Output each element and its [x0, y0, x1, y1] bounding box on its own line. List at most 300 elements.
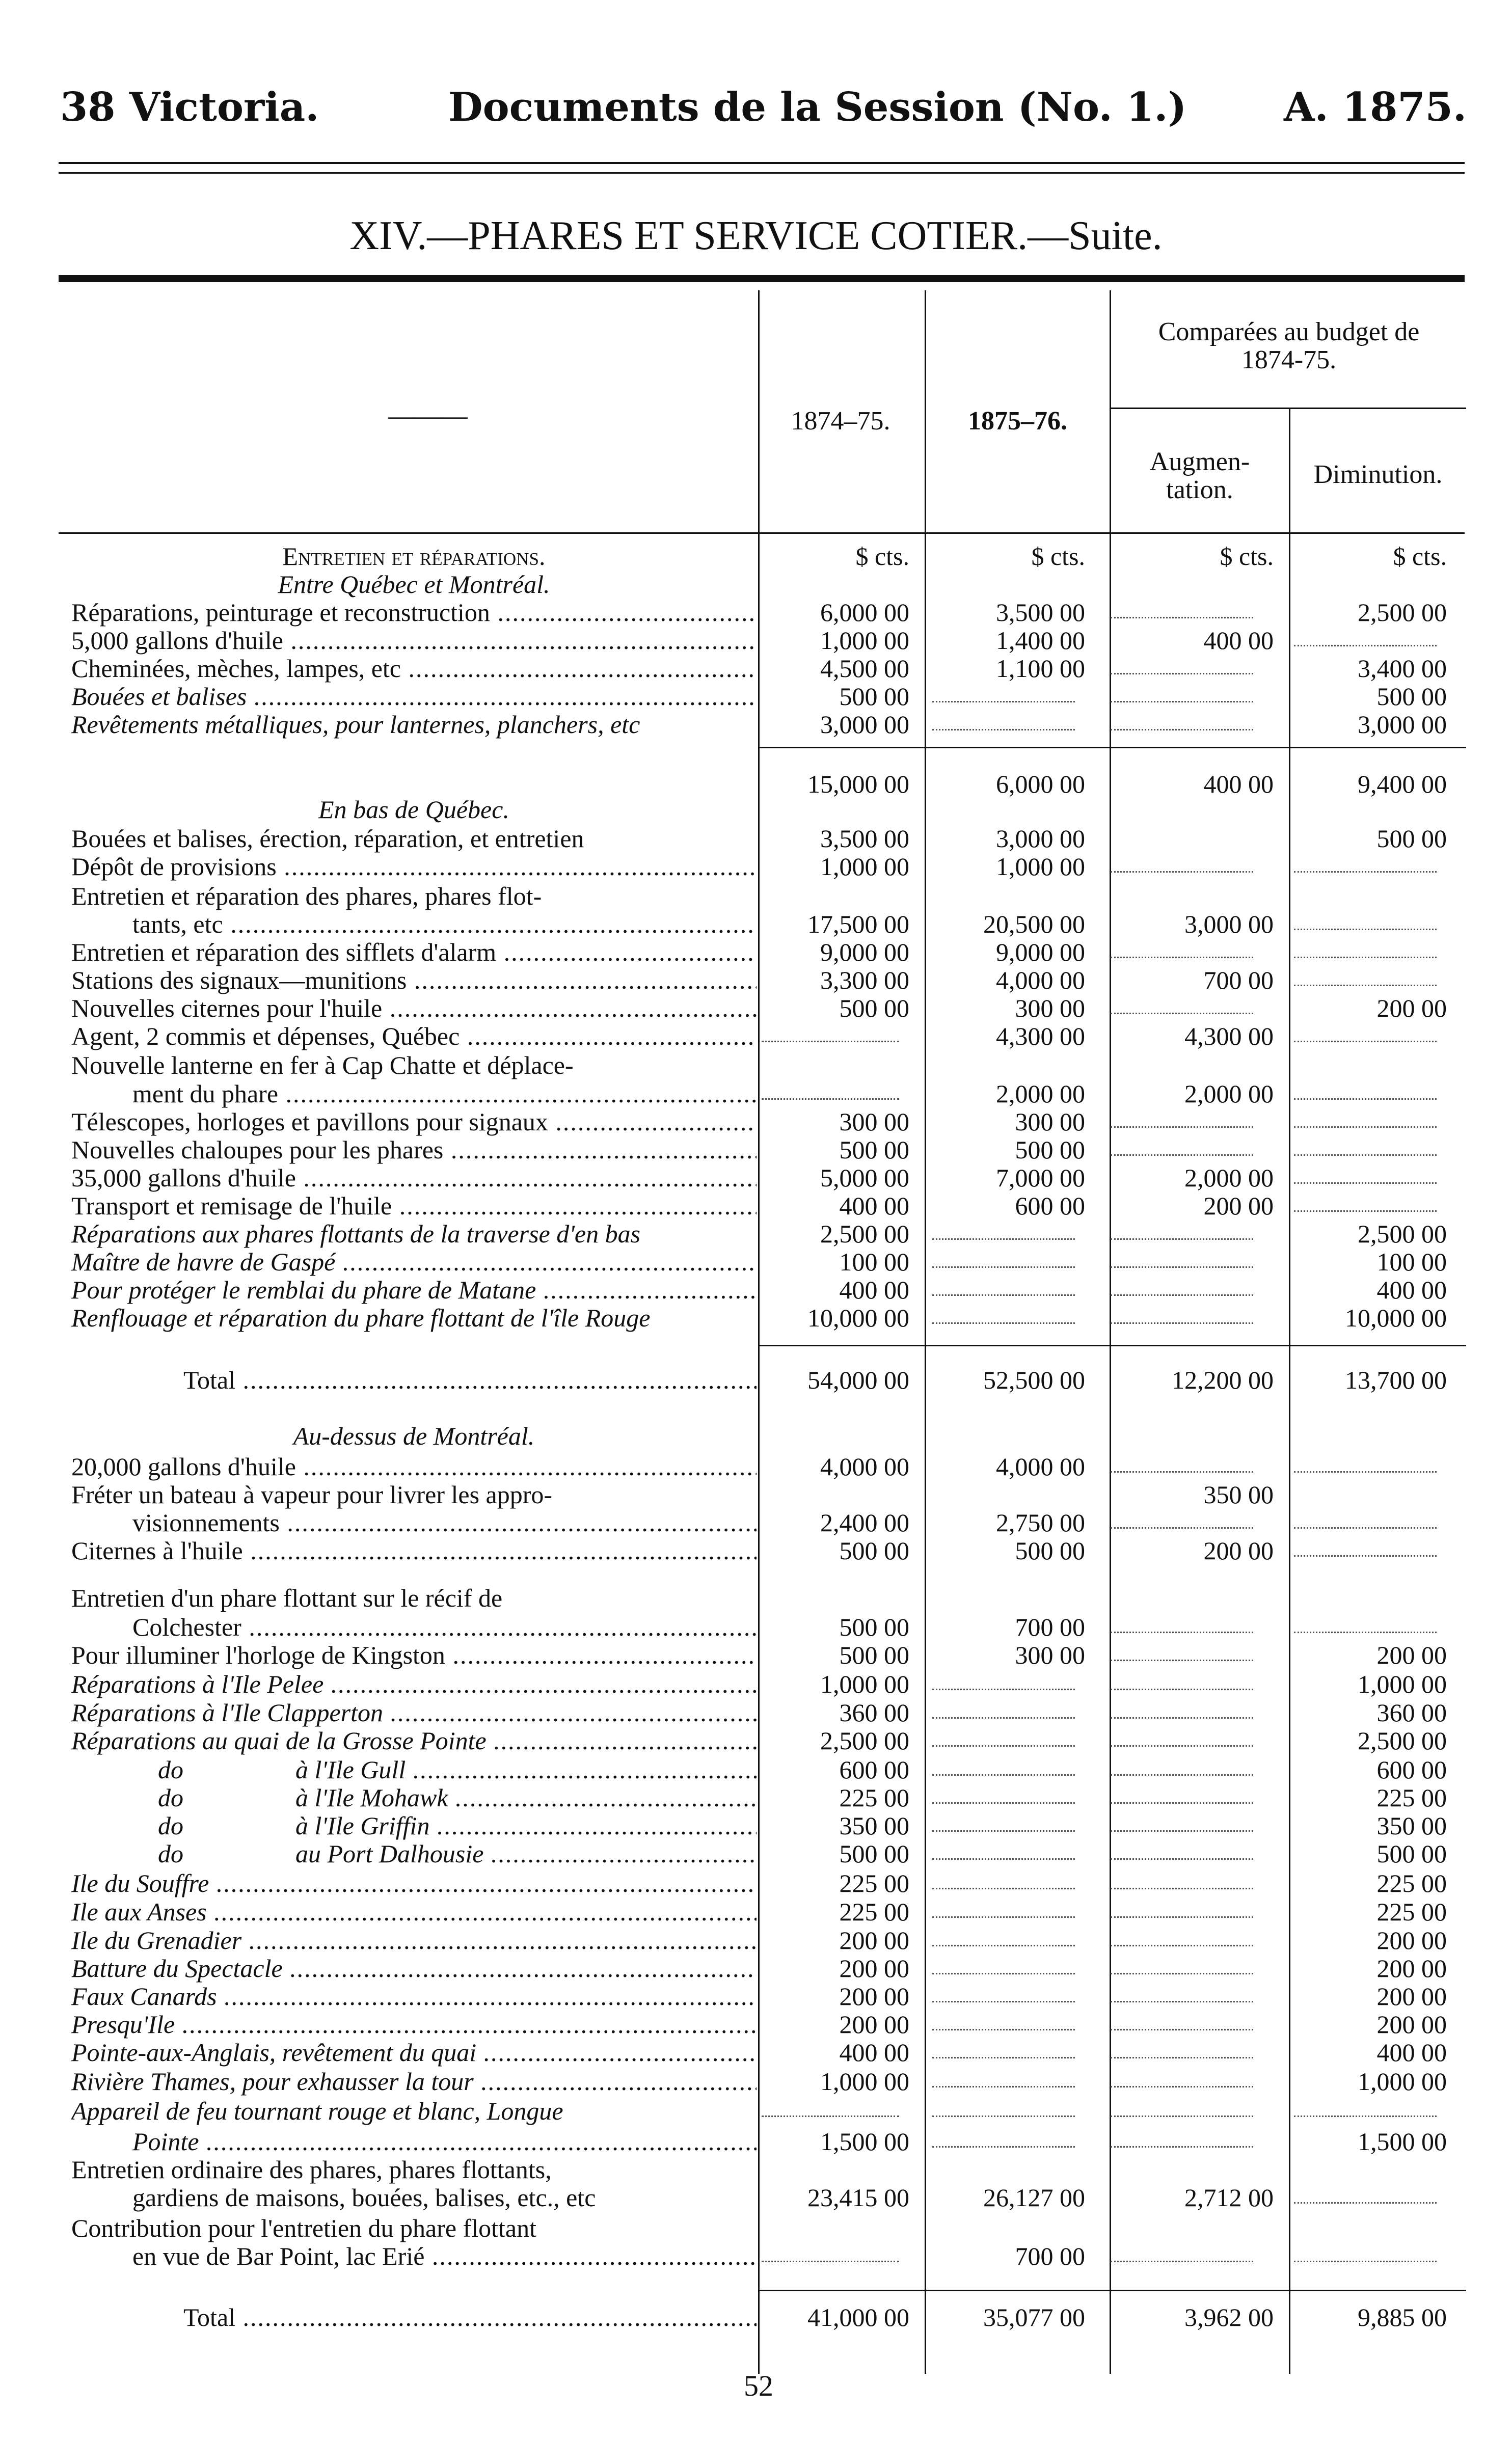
- value-diminution: 500 00: [1376, 682, 1447, 711]
- subtotal-rule: [758, 747, 1466, 748]
- value-diminution: 3,400 00: [1358, 654, 1447, 683]
- value-1875-76: [932, 710, 1075, 730]
- value-1874-75: 200 00: [839, 2010, 909, 2039]
- row-label: Entretien ordinaire des phares, phares flottants,: [71, 2155, 552, 2184]
- value-1874-75: 225 00: [839, 1783, 909, 1812]
- value-augmentation: [1111, 710, 1253, 730]
- value-diminution: [1294, 852, 1437, 873]
- row-label: Batture du Spectacle .....: [71, 1954, 757, 1983]
- row-label: Ile du Souffre .....: [71, 1868, 757, 1898]
- table-row: [0, 1219, 1512, 1249]
- table-row: [0, 2038, 1512, 2067]
- row-label: Ile du Grenadier .....: [71, 1926, 757, 1955]
- compared-underline: [1110, 408, 1466, 409]
- value-1874-75: 4,500 00: [820, 654, 909, 683]
- table-row: [0, 852, 1512, 881]
- subtotal-rule: [758, 1345, 1466, 1346]
- value-1874-75: 500 00: [839, 682, 909, 711]
- value-1874-75: 400 00: [839, 1191, 909, 1220]
- table-row: [0, 2155, 1512, 2184]
- row-label: Appareil de feu tournant rouge et blanc, Longue: [71, 2097, 563, 2125]
- table-row: [0, 1698, 1512, 1727]
- value-1874-75: 1,000 00: [820, 626, 909, 655]
- value-1874-75: 200 00: [839, 1954, 909, 1983]
- table-row: [0, 1050, 1512, 1080]
- value-augmentation: 4,300 00: [1184, 1022, 1274, 1050]
- value-diminution: 200 00: [1376, 1641, 1447, 1669]
- table-row: [0, 1191, 1512, 1221]
- table-row: [0, 1755, 1512, 1784]
- value-augmentation: 12,200 00: [1172, 1366, 1274, 1394]
- value-1874-75: 200 00: [839, 1926, 909, 1955]
- ditto-mark: do: [158, 1839, 183, 1868]
- value-1875-76: [932, 2096, 1075, 2117]
- value-diminution: 13,700 00: [1345, 1366, 1447, 1394]
- table-row: [0, 1021, 1512, 1051]
- subtotal-rule: [758, 2290, 1466, 2291]
- value-1875-76: [932, 1275, 1075, 1296]
- value-1875-76: [932, 1811, 1075, 1832]
- value-1874-75: 400 00: [839, 2038, 909, 2067]
- value-augmentation: [1111, 1508, 1253, 1529]
- value-augmentation: 3,000 00: [1184, 910, 1274, 938]
- table-row: [0, 1640, 1512, 1670]
- value-diminution: 350 00: [1376, 1811, 1447, 1840]
- row-label: Nouvelles chaloupes pour les phares .....: [71, 1135, 757, 1164]
- value-diminution: [1294, 1536, 1437, 1557]
- value-1875-76: [932, 1982, 1075, 2002]
- value-1875-76: 2,750 00: [996, 1508, 1085, 1537]
- table-row: [0, 1508, 1512, 1537]
- table-row: [0, 2096, 1512, 2126]
- value-1875-76: $ cts.: [1031, 542, 1085, 571]
- row-label: Entretien d'un phare flottant sur le récif de: [71, 1584, 503, 1612]
- row-label: 35,000 gallons d'huile .....: [71, 1163, 757, 1192]
- table-row: [0, 1536, 1512, 1565]
- value-1875-76: 1,400 00: [996, 626, 1085, 655]
- row-label: Réparations aux phares flottants de la traverse d'en bas: [71, 1219, 641, 1248]
- value-diminution: 3,000 00: [1358, 710, 1447, 739]
- value-1875-76: 300 00: [1015, 994, 1085, 1022]
- row-label: Renflouage et réparation du phare flottant de l'île Rouge: [71, 1304, 651, 1332]
- value-1875-76: 700 00: [1015, 2242, 1085, 2270]
- row-label: Au-dessus de Montréal.: [293, 1422, 535, 1450]
- value-1875-76: 2,000 00: [996, 1079, 1085, 1108]
- value-augmentation: 3,962 00: [1184, 2303, 1274, 2331]
- value-augmentation: [1111, 2038, 1253, 2058]
- value-augmentation: 2,000 00: [1184, 1163, 1274, 1192]
- value-1874-75: 2,400 00: [820, 1508, 909, 1537]
- header-right: A. 1875.: [1284, 84, 1467, 130]
- ditto-mark: do: [158, 1755, 183, 1784]
- value-1874-75: 23,415 00: [807, 2183, 909, 2212]
- table-row: [0, 993, 1512, 1023]
- table-row: [0, 1783, 1512, 1812]
- row-label: Agent, 2 commis et dépenses, Québec .....: [71, 1021, 757, 1051]
- value-diminution: 400 00: [1376, 1276, 1447, 1304]
- value-diminution: $ cts.: [1393, 542, 1447, 571]
- table-row: [0, 1247, 1512, 1277]
- table-row: [0, 570, 1512, 599]
- table-row: [0, 2241, 1512, 2271]
- value-diminution: 2,500 00: [1358, 1726, 1447, 1755]
- table-row: [0, 626, 1512, 655]
- table-row: [0, 881, 1512, 911]
- table-row: [0, 1612, 1512, 1642]
- row-label: [71, 1811, 757, 1840]
- value-1874-75: 1,000 00: [820, 2067, 909, 2096]
- value-diminution: [1294, 965, 1437, 986]
- value-augmentation: [1111, 852, 1253, 873]
- row-label: En bas de Québec.: [318, 795, 509, 824]
- value-augmentation: $ cts.: [1220, 542, 1274, 571]
- header-1874-75: 1874–75.: [791, 406, 890, 436]
- value-1875-76: 500 00: [1015, 1536, 1085, 1565]
- row-label: gardiens de maisons, bouées, balises, etc., etc: [132, 2183, 596, 2212]
- value-1874-75: 500 00: [839, 1641, 909, 1669]
- table-row: [0, 1275, 1512, 1305]
- table-row: [0, 1079, 1512, 1108]
- row-label: [71, 1755, 757, 1784]
- value-diminution: [1294, 909, 1437, 930]
- value-diminution: 10,000 00: [1345, 1304, 1447, 1332]
- row-label: Faux Canards .....: [71, 1982, 757, 2011]
- table-row: [0, 2127, 1512, 2156]
- value-1874-75: 5,000 00: [820, 1163, 909, 1192]
- row-label: [71, 1839, 757, 1868]
- value-diminution: 225 00: [1376, 1869, 1447, 1897]
- header-dash: ———: [388, 401, 468, 430]
- value-diminution: 1,000 00: [1358, 2067, 1447, 2096]
- value-1874-75: 500 00: [839, 1135, 909, 1164]
- value-diminution: 2,500 00: [1358, 1219, 1447, 1248]
- row-label: 5,000 gallons d'huile .....: [71, 626, 757, 655]
- row-label: Transport et remisage de l'huile .....: [71, 1191, 757, 1221]
- value-1875-76: 3,000 00: [996, 824, 1085, 853]
- value-augmentation: [1111, 654, 1253, 674]
- table-row: [0, 2302, 1512, 2332]
- value-diminution: [1294, 1163, 1437, 1184]
- value-augmentation: 200 00: [1203, 1191, 1274, 1220]
- value-augmentation: [1111, 1926, 1253, 1946]
- value-augmentation: [1111, 2067, 1253, 2087]
- table-row: [0, 1669, 1512, 1699]
- value-1875-76: [932, 2127, 1075, 2148]
- row-label: Revêtements métalliques, pour lanternes, planchers, etc: [71, 710, 640, 739]
- value-1874-75: 500 00: [839, 1536, 909, 1565]
- value-diminution: [1294, 1135, 1437, 1156]
- value-1875-76: 7,000 00: [996, 1163, 1085, 1192]
- row-label: Total .....: [71, 2302, 757, 2332]
- value-1875-76: 9,000 00: [996, 938, 1085, 966]
- row-label: Entretien et réparation des sifflets d'alarm .....: [71, 937, 757, 967]
- value-1874-75: 3,500 00: [820, 824, 909, 853]
- value-1874-75: $ cts.: [855, 542, 909, 571]
- table-row: [0, 2010, 1512, 2039]
- value-1875-76: [932, 1897, 1075, 1918]
- row-label-text: au Port Dalhousie: [295, 1839, 484, 1868]
- row-label: en vue de Bar Point, lac Erié .....: [71, 2241, 757, 2271]
- table-row: [0, 965, 1512, 995]
- value-1875-76: 52,500 00: [983, 1366, 1085, 1394]
- table-row: [0, 795, 1512, 824]
- value-1874-75: 54,000 00: [807, 1366, 909, 1394]
- value-1875-76: 3,500 00: [996, 598, 1085, 627]
- table-row: [0, 937, 1512, 967]
- value-1875-76: [932, 2067, 1075, 2087]
- table-row: [0, 1365, 1512, 1395]
- value-1874-75: 300 00: [839, 1107, 909, 1136]
- value-augmentation: [1111, 2010, 1253, 2030]
- value-augmentation: 400 00: [1203, 626, 1274, 655]
- value-1875-76: 6,000 00: [996, 770, 1085, 798]
- table-row: [0, 541, 1512, 571]
- value-augmentation: [1111, 1275, 1253, 1296]
- table-row: [0, 1135, 1512, 1164]
- value-augmentation: [1111, 682, 1253, 702]
- value-1874-75: 6,000 00: [820, 598, 909, 627]
- header-center: Documents de la Session (No. 1.): [448, 84, 1187, 130]
- value-augmentation: [1111, 993, 1253, 1014]
- value-augmentation: [1111, 1640, 1253, 1661]
- row-label: Citernes à l'huile .....: [71, 1536, 757, 1565]
- table-row: [0, 1303, 1512, 1333]
- value-diminution: [1294, 2183, 1437, 2204]
- row-label: Ile aux Anses .....: [71, 1897, 757, 1927]
- row-label: Télescopes, horloges et pavillons pour signaux .....: [71, 1107, 757, 1136]
- value-diminution: [1294, 1191, 1437, 1212]
- value-augmentation: 200 00: [1203, 1536, 1274, 1565]
- value-1874-75: 1,500 00: [820, 2127, 909, 2156]
- value-augmentation: [1111, 2241, 1253, 2262]
- value-diminution: 200 00: [1376, 2010, 1447, 2039]
- value-diminution: 500 00: [1376, 824, 1447, 853]
- row-label: [71, 1783, 757, 1812]
- table-row: [0, 1480, 1512, 1509]
- value-diminution: [1294, 937, 1437, 958]
- value-1874-75: 4,000 00: [820, 1452, 909, 1481]
- value-augmentation: 350 00: [1203, 1480, 1274, 1509]
- row-label: Entre Québec et Montréal.: [278, 570, 550, 599]
- value-1875-76: 20,500 00: [983, 910, 1085, 938]
- row-label: Réparations au quai de la Grosse Pointe .....: [71, 1726, 757, 1755]
- value-augmentation: [1111, 1726, 1253, 1747]
- header-rule-top: [59, 162, 1465, 164]
- row-label: Contribution pour l'entretien du phare flottant: [71, 2214, 536, 2242]
- value-1874-75: 500 00: [839, 1839, 909, 1868]
- value-1874-75: 360 00: [839, 1698, 909, 1727]
- column-header-rule: [59, 532, 1465, 534]
- value-1875-76: [932, 1954, 1075, 1974]
- table-row: [0, 1839, 1512, 1868]
- value-1874-75: 100 00: [839, 1248, 909, 1276]
- value-diminution: [1294, 1508, 1437, 1529]
- row-label: Bouées et balises .....: [71, 682, 757, 711]
- value-1875-76: 1,100 00: [996, 654, 1085, 683]
- value-1875-76: 35,077 00: [983, 2303, 1085, 2331]
- table-row: [0, 1421, 1512, 1451]
- value-1875-76: 4,000 00: [996, 966, 1085, 994]
- value-1875-76: [932, 1669, 1075, 1690]
- table-row: [0, 1726, 1512, 1755]
- value-1874-75: 225 00: [839, 1897, 909, 1926]
- table-row: [0, 1954, 1512, 1983]
- table-row: [0, 909, 1512, 939]
- value-diminution: 200 00: [1376, 994, 1447, 1022]
- value-diminution: 400 00: [1376, 2038, 1447, 2067]
- value-diminution: 500 00: [1376, 1839, 1447, 1868]
- value-1875-76: [932, 1726, 1075, 1747]
- value-1874-75: [762, 2241, 899, 2262]
- value-1875-76: [932, 2038, 1075, 2058]
- table-row: [0, 1583, 1512, 1613]
- value-1874-75: 3,000 00: [820, 710, 909, 739]
- row-label: Maître de havre de Gaspé .....: [71, 1247, 757, 1277]
- value-1874-75: 500 00: [839, 1613, 909, 1641]
- value-augmentation: [1111, 2096, 1253, 2117]
- value-1874-75: 3,300 00: [820, 966, 909, 994]
- row-label: Pointe .....: [71, 2127, 757, 2156]
- value-1875-76: [932, 1839, 1075, 1860]
- value-diminution: 200 00: [1376, 1954, 1447, 1983]
- row-label: Nouvelle lanterne en fer à Cap Chatte et déplace-: [71, 1051, 574, 1079]
- value-augmentation: 2,712 00: [1184, 2183, 1274, 2212]
- value-1874-75: 400 00: [839, 1276, 909, 1304]
- table-row: [0, 2183, 1512, 2212]
- value-diminution: 200 00: [1376, 1926, 1447, 1955]
- table-row: [0, 1926, 1512, 1955]
- row-label: Dépôt de provisions .....: [71, 852, 757, 881]
- row-label: Total .....: [71, 1365, 757, 1395]
- value-1874-75: 1,000 00: [820, 1670, 909, 1698]
- table-row: [0, 1107, 1512, 1136]
- value-augmentation: [1111, 1811, 1253, 1832]
- table-row: [0, 1868, 1512, 1898]
- value-1875-76: 1,000 00: [996, 852, 1085, 881]
- value-1874-75: [762, 2096, 899, 2117]
- value-augmentation: [1111, 937, 1253, 958]
- value-augmentation: 400 00: [1203, 770, 1274, 798]
- value-1875-76: [932, 1783, 1075, 1804]
- header-1875-76: 1875–76.: [968, 406, 1067, 436]
- value-1874-75: 15,000 00: [807, 770, 909, 798]
- table-row: [0, 1897, 1512, 1927]
- value-augmentation: [1111, 1669, 1253, 1690]
- value-1875-76: [932, 1247, 1075, 1268]
- value-diminution: [1294, 1612, 1437, 1633]
- table-row: [0, 2213, 1512, 2243]
- ditto-mark: do: [158, 1811, 183, 1840]
- value-1874-75: 500 00: [839, 994, 909, 1022]
- value-1874-75: 2,500 00: [820, 1219, 909, 1248]
- row-label: Nouvelles citernes pour l'huile .....: [71, 993, 757, 1023]
- value-1875-76: 700 00: [1015, 1613, 1085, 1641]
- value-augmentation: [1111, 1755, 1253, 1776]
- value-augmentation: [1111, 1897, 1253, 1918]
- value-1874-75: 350 00: [839, 1811, 909, 1840]
- value-augmentation: [1111, 1982, 1253, 2002]
- value-diminution: 100 00: [1376, 1248, 1447, 1276]
- header-diminution: Diminution.: [1313, 460, 1443, 489]
- table-row: [0, 824, 1512, 853]
- value-1875-76: [932, 1303, 1075, 1324]
- value-1875-76: 4,000 00: [996, 1452, 1085, 1481]
- value-1875-76: [932, 1926, 1075, 1946]
- ditto-mark: do: [158, 1783, 183, 1812]
- row-label: Pour illuminer l'horloge de Kingston .....: [71, 1640, 757, 1670]
- value-1875-76: 600 00: [1015, 1191, 1085, 1220]
- value-augmentation: [1111, 1839, 1253, 1860]
- value-1875-76: 500 00: [1015, 1135, 1085, 1164]
- row-label: Rivière Thames, pour exhausser la tour .....: [71, 2067, 757, 2096]
- table-row: [0, 1982, 1512, 2011]
- value-diminution: 2,500 00: [1358, 598, 1447, 627]
- table-row: [0, 654, 1512, 683]
- header-left: 38 Victoria.: [60, 84, 319, 130]
- value-1874-75: 17,500 00: [807, 910, 909, 938]
- value-diminution: [1294, 2241, 1437, 2262]
- table-row: [0, 710, 1512, 739]
- value-augmentation: [1111, 1698, 1253, 1719]
- value-diminution: [1294, 1107, 1437, 1128]
- value-augmentation: [1111, 1107, 1253, 1128]
- row-label: ment du phare .....: [71, 1079, 757, 1108]
- row-label: Pointe-aux-Anglais, revêtement du quai .....: [71, 2038, 757, 2067]
- value-diminution: [1294, 1021, 1437, 1042]
- value-1874-75: 10,000 00: [807, 1304, 909, 1332]
- value-diminution: 200 00: [1376, 1982, 1447, 2011]
- value-augmentation: [1111, 1135, 1253, 1156]
- value-1875-76: [932, 1219, 1075, 1240]
- value-augmentation: [1111, 598, 1253, 618]
- value-1875-76: 4,300 00: [996, 1022, 1085, 1050]
- value-augmentation: 700 00: [1203, 966, 1274, 994]
- row-label: Colchester .....: [71, 1612, 757, 1642]
- value-diminution: 9,885 00: [1358, 2303, 1447, 2331]
- value-1874-75: 41,000 00: [807, 2303, 909, 2331]
- row-label-text: à l'Ile Griffin: [295, 1811, 430, 1840]
- value-diminution: 1,000 00: [1358, 1670, 1447, 1698]
- value-augmentation: [1111, 2127, 1253, 2148]
- value-diminution: 600 00: [1376, 1755, 1447, 1784]
- value-1875-76: 300 00: [1015, 1641, 1085, 1669]
- row-label: Réparations à l'Ile Clapperton .....: [71, 1698, 757, 1727]
- value-1874-75: [762, 1021, 899, 1042]
- table-row: [0, 1163, 1512, 1192]
- value-diminution: 1,500 00: [1358, 2127, 1447, 2156]
- value-1875-76: 26,127 00: [983, 2183, 1085, 2212]
- row-label: Cheminées, mèches, lampes, etc .....: [71, 654, 757, 683]
- value-1874-75: 1,000 00: [820, 852, 909, 881]
- row-label: Entretien et réparations.: [282, 542, 546, 571]
- header-rule-bottom: [59, 172, 1465, 174]
- value-1875-76: [932, 2010, 1075, 2030]
- value-diminution: [1294, 1452, 1437, 1473]
- value-1875-76: [932, 1698, 1075, 1719]
- value-augmentation: [1111, 1868, 1253, 1889]
- value-1874-75: 200 00: [839, 1982, 909, 2011]
- value-1874-75: 9,000 00: [820, 938, 909, 966]
- value-diminution: [1294, 1079, 1437, 1100]
- value-diminution: 360 00: [1376, 1698, 1447, 1727]
- row-label: Réparations à l'Ile Pelee .....: [71, 1669, 757, 1699]
- table-row: [0, 1452, 1512, 1481]
- row-label: Pour protéger le remblai du phare de Matane .....: [71, 1275, 757, 1305]
- table-row: [0, 598, 1512, 627]
- row-label-text: à l'Ile Mohawk: [295, 1783, 448, 1812]
- value-augmentation: [1111, 1452, 1253, 1473]
- row-label: Entretien et réparation des phares, phares flot-: [71, 882, 542, 910]
